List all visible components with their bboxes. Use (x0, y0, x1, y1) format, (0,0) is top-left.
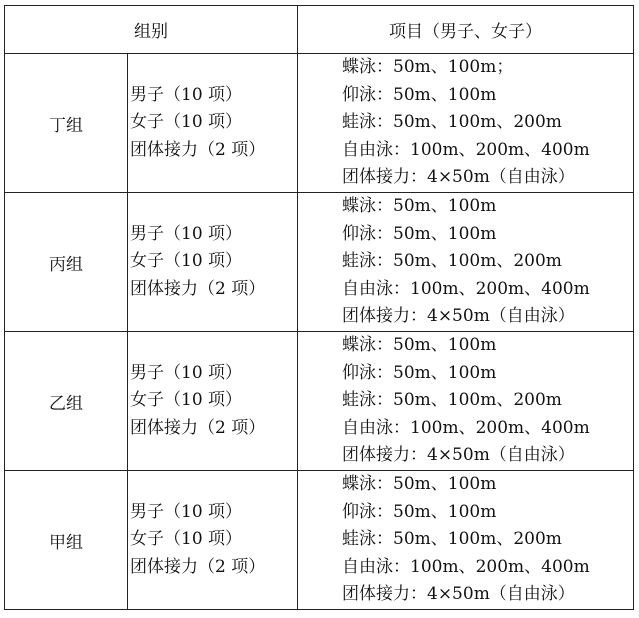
event-line: 自由泳：100m、200m、400m (342, 139, 590, 160)
event-line: 蛙泳：50m、100m、200m (342, 390, 562, 410)
group-events (298, 54, 634, 193)
summary-line: 团体接力（2 项） (130, 417, 266, 438)
table-row (5, 332, 634, 471)
event-line: 蝶泳：50m、100m (342, 474, 497, 494)
event-line: 蛙泳：50m、100m、200m (342, 251, 562, 271)
group-events (298, 332, 634, 471)
event-line: 蝶泳：50m、100m (342, 335, 497, 355)
event-line: 自由泳：100m、200m、400m (342, 417, 590, 438)
group-summary (128, 54, 298, 193)
group-summary (128, 193, 298, 332)
summary-line: 男子（10 项） (130, 362, 243, 383)
summary-line: 女子（10 项） (130, 251, 243, 272)
summary-line: 男子（10 项） (130, 501, 243, 522)
table-row (5, 193, 634, 332)
event-line: 自由泳：100m、200m、400m (342, 556, 590, 577)
group-events (298, 471, 634, 610)
event-line: 蛙泳：50m、100m、200m (342, 112, 562, 132)
event-line: 团体接力：4×50m（自由泳） (342, 167, 575, 187)
header-row (5, 6, 634, 54)
group-name: 丙组 (5, 193, 128, 332)
table-row (5, 54, 634, 193)
event-line: 蝶泳：50m、100m (342, 196, 497, 216)
summary-line: 女子（10 项） (130, 529, 243, 550)
group-summary (128, 471, 298, 610)
group-name: 甲组 (5, 471, 128, 610)
summary-line: 男子（10 项） (130, 223, 243, 244)
header-events: 项目（男子、女子） (298, 6, 634, 54)
event-line: 团体接力：4×50m（自由泳） (342, 445, 575, 465)
summary-line: 男子（10 项） (130, 84, 243, 105)
group-name: 乙组 (5, 332, 128, 471)
event-line: 仰泳：50m、100m (342, 362, 497, 383)
events-table (4, 5, 634, 610)
header-group: 组别 (5, 6, 298, 54)
summary-line: 团体接力（2 项） (130, 139, 266, 160)
summary-line: 女子（10 项） (130, 112, 243, 133)
event-line: 仰泳：50m、100m (342, 84, 497, 105)
event-line: 蝶泳：50m、100m； (342, 57, 514, 77)
summary-line: 团体接力（2 项） (130, 278, 266, 299)
event-line: 自由泳：100m、200m、400m (342, 278, 590, 299)
group-name: 丁组 (5, 54, 128, 193)
summary-line: 团体接力（2 项） (130, 556, 266, 577)
group-summary (128, 332, 298, 471)
summary-line: 女子（10 项） (130, 390, 243, 411)
table-row (5, 471, 634, 610)
event-line: 仰泳：50m、100m (342, 501, 497, 522)
event-line: 仰泳：50m、100m (342, 223, 497, 244)
event-line: 团体接力：4×50m（自由泳） (342, 584, 575, 604)
event-line: 蛙泳：50m、100m、200m (342, 529, 562, 549)
event-line: 团体接力：4×50m（自由泳） (342, 306, 575, 326)
group-events (298, 193, 634, 332)
